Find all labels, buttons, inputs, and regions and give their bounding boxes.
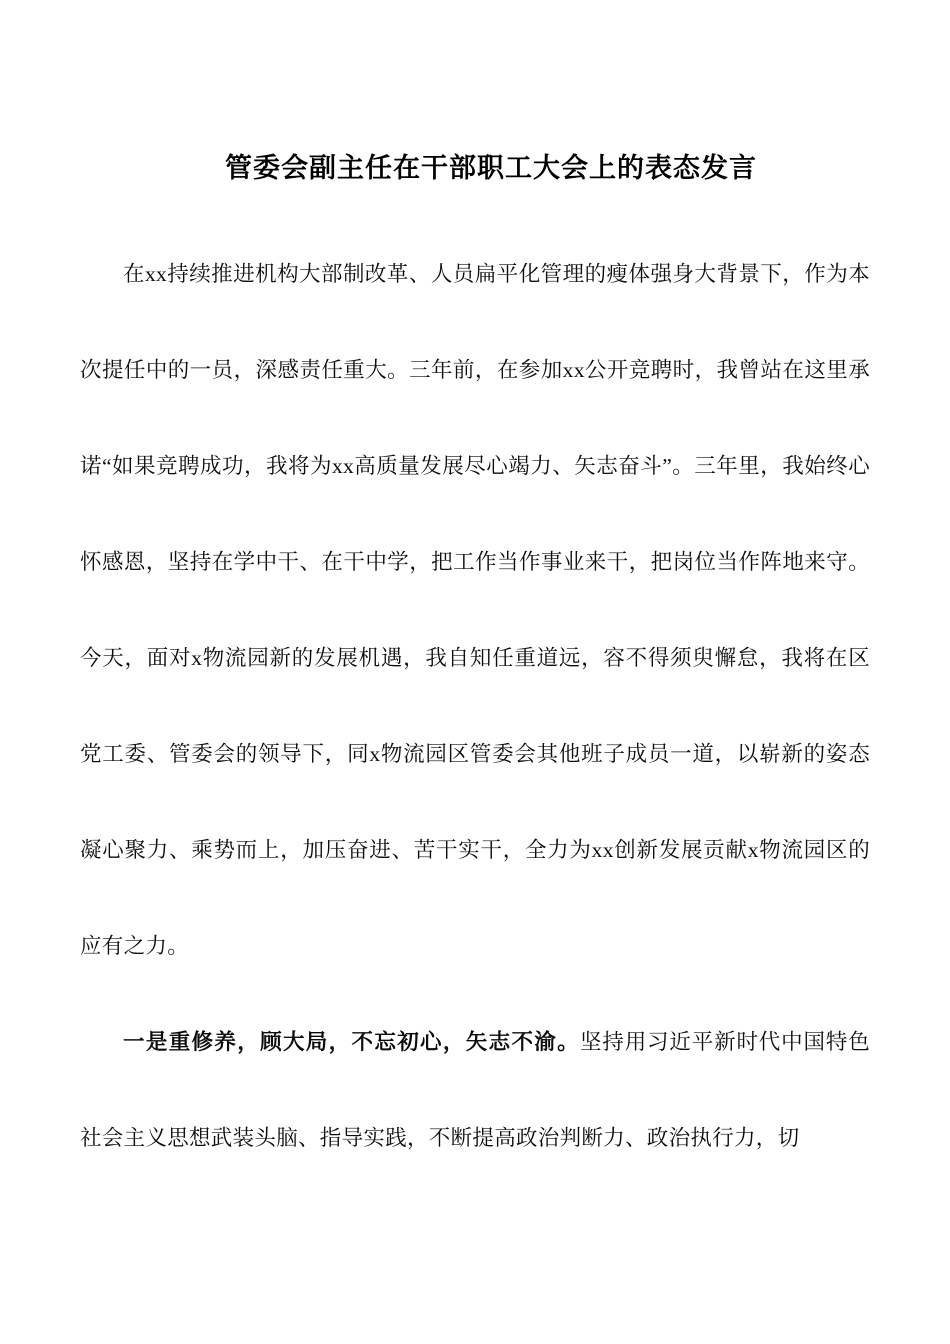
paragraph-2-lead: 一是重修养，顾大局，不忘初心，矢志不渝。 [123,1029,580,1054]
paragraph-2-text: 坚持用习近平新时代中国特色社会主义思想武装头脑、指导实践，不断提高政治判断力、政治执行力，切 [80,1029,870,1150]
page-title: 管委会副主任在干部职工大会上的表态发言 [225,153,757,183]
paragraph-1: 在xx持续推进机构大部制改革、人员扁平化管理的瘦体强身大背景下，作为本次提任中的一员，深感责任重大。三年前，在参加xx公开竞聘时，我曾站在这里承诺“如果竞聘成功，我将为xx高质量发展尽心竭力、矢志奋斗”。三年里，我始终心怀感恩，坚持在学中干、在干中学，把工作当作事业来干，把岗位当作阵地来守。今天，面对x物流园新的发展机遇，我自知任重道远，容不得须臾懈怠，我将在区党工委、管委会的领导下，同x物流园区管委会其他班子成员一道，以崭新的姿态凝心聚力、乘势而上，加压奋进、苦干实干，全力为xx创新发展贡献x物流园区的应有之力。 [80,261,870,958]
paragraph-2 [80,994,870,1186]
document-body [80,0,870,1186]
